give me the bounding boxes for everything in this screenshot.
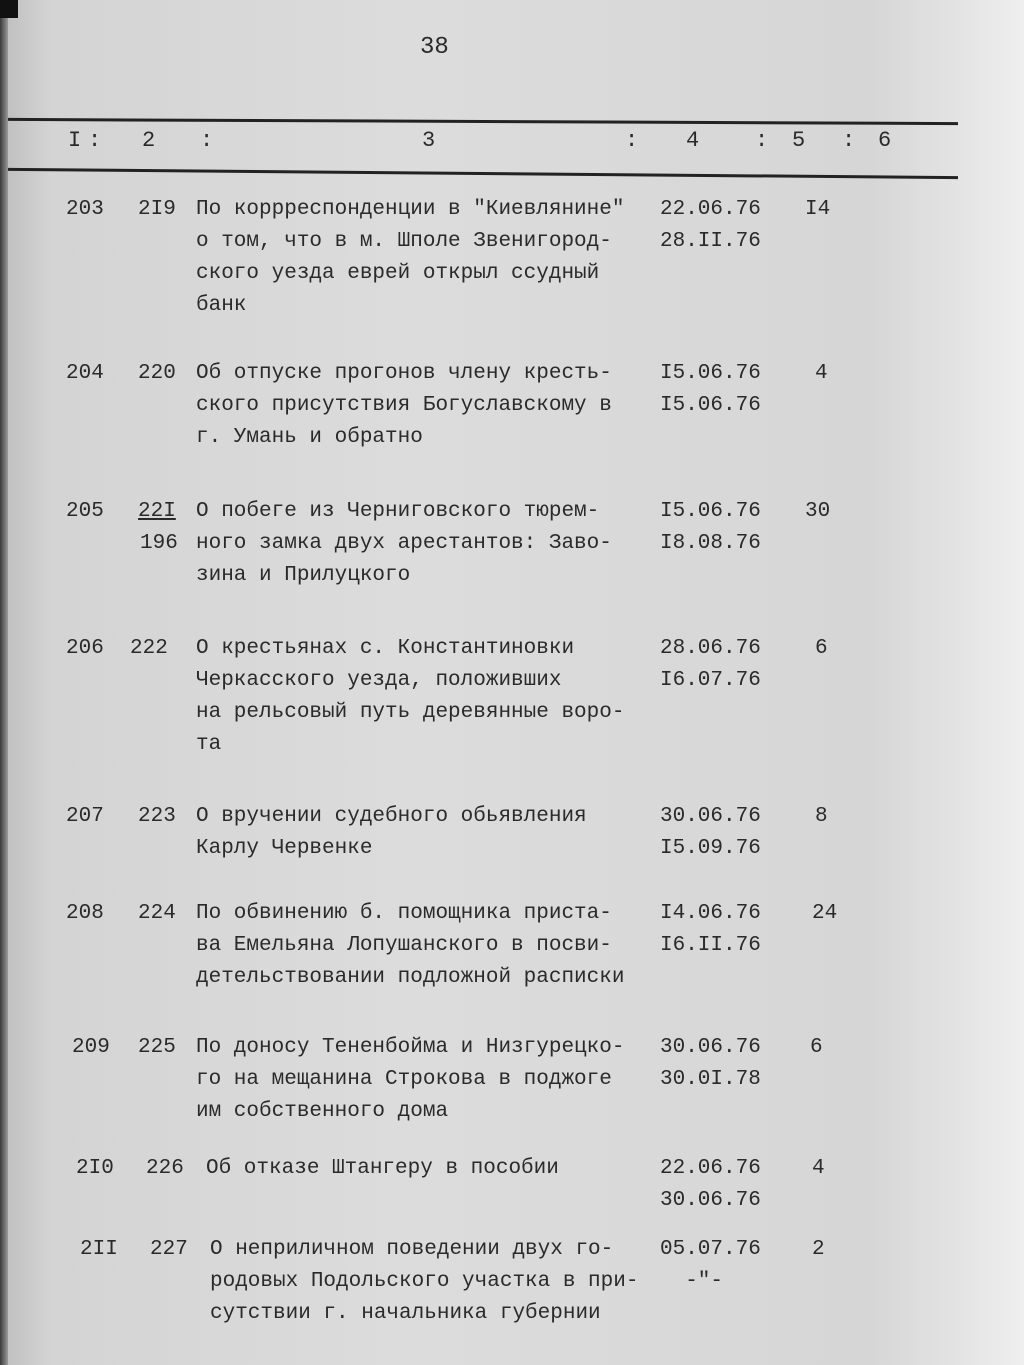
col-3-header: 3 <box>422 128 436 153</box>
col-2-header: 2 <box>142 128 156 153</box>
row-number: 203 <box>66 198 104 221</box>
case-dates: 22.06.76 30.06.76 <box>660 1157 761 1212</box>
case-title: О неприличном поведении двух го- родовых Подольского участка в при- сутствии г. начальника губернии <box>210 1238 639 1325</box>
case-title: Об отпуске прогонов члену кресть- ского присутствия Богуславскому в г. Умань и обратно <box>196 362 612 449</box>
case-title: По коррреспонденции в "Киевлянине" о том, что в м. Шполе Звенигород- ского уезда еврей открыл ссудный банк <box>196 198 625 317</box>
old-number: 223 <box>138 805 176 828</box>
case-dates: I5.06.76 I8.08.76 <box>660 500 761 555</box>
row-number: 208 <box>66 902 104 925</box>
col-5-header: 5 <box>792 128 806 153</box>
case-dates: I5.06.76 I5.06.76 <box>660 362 761 417</box>
col-1-header: I <box>68 128 82 153</box>
old-number: 222 <box>130 637 168 660</box>
row-number: 204 <box>66 362 104 385</box>
sheet-count: 8 <box>815 805 828 828</box>
case-title: О крестьянах с. Константиновки Черкасского уезда, положивших на рельсовый путь деревянные воро- та <box>196 637 625 756</box>
row-number: 205 <box>66 500 104 523</box>
case-title: О побеге из Черниговского тюрем- ного замка двух арестантов: Заво- зина и Прилуцкого <box>196 500 612 587</box>
page-number: 38 <box>420 34 449 61</box>
case-dates: 30.06.76 30.0I.78 <box>660 1036 761 1091</box>
old-number: 226 <box>146 1157 184 1180</box>
row-number: 206 <box>66 637 104 660</box>
case-dates: 28.06.76 I6.07.76 <box>660 637 761 692</box>
case-title: О вручении судебного обьявления Карлу Червенке <box>196 805 587 860</box>
sheet-count: 4 <box>815 362 828 385</box>
row-number: 209 <box>72 1036 110 1059</box>
col-4-header: 4 <box>686 128 700 153</box>
case-dates: 22.06.76 28.II.76 <box>660 198 761 253</box>
case-title: По обвинению б. помощника приста- ва Емельяна Лопушанского в посви- детельствовании подложной расписки <box>196 902 625 989</box>
col-6-header: 6 <box>878 128 892 153</box>
sheet-count: I4 <box>805 198 831 221</box>
old-number: 2I9 <box>138 198 176 221</box>
old-number: 224 <box>138 902 176 925</box>
case-title: По доносу Тененбойма и Низгурецко- го на мещанина Строкова в поджоге им собственного дома <box>196 1036 625 1123</box>
old-number: 22I <box>138 500 176 523</box>
case-dates: I4.06.76 I6.II.76 <box>660 902 761 957</box>
old-number: 225 <box>138 1036 176 1059</box>
case-title: Об отказе Штангеру в пособии <box>206 1157 559 1180</box>
sheet-count: 24 <box>812 902 838 925</box>
case-dates: 05.07.76 -"- <box>660 1238 761 1293</box>
page-edge <box>0 0 8 1365</box>
old-number: 220 <box>138 362 176 385</box>
sheet-count: 6 <box>810 1036 823 1059</box>
sheet-count: 30 <box>805 500 831 523</box>
sheet-count: 4 <box>812 1157 825 1180</box>
header-rule-bottom <box>8 168 958 179</box>
row-number: 207 <box>66 805 104 828</box>
case-dates: 30.06.76 I5.09.76 <box>660 805 761 860</box>
header-rule-top <box>8 118 958 125</box>
sheet-count: 6 <box>815 637 828 660</box>
row-number: 2II <box>80 1238 118 1261</box>
old-number-alt: 196 <box>140 532 178 555</box>
old-number: 227 <box>150 1238 188 1261</box>
sheet-count: 2 <box>812 1238 825 1261</box>
scan-corner <box>0 0 18 18</box>
row-number: 2I0 <box>76 1157 114 1180</box>
